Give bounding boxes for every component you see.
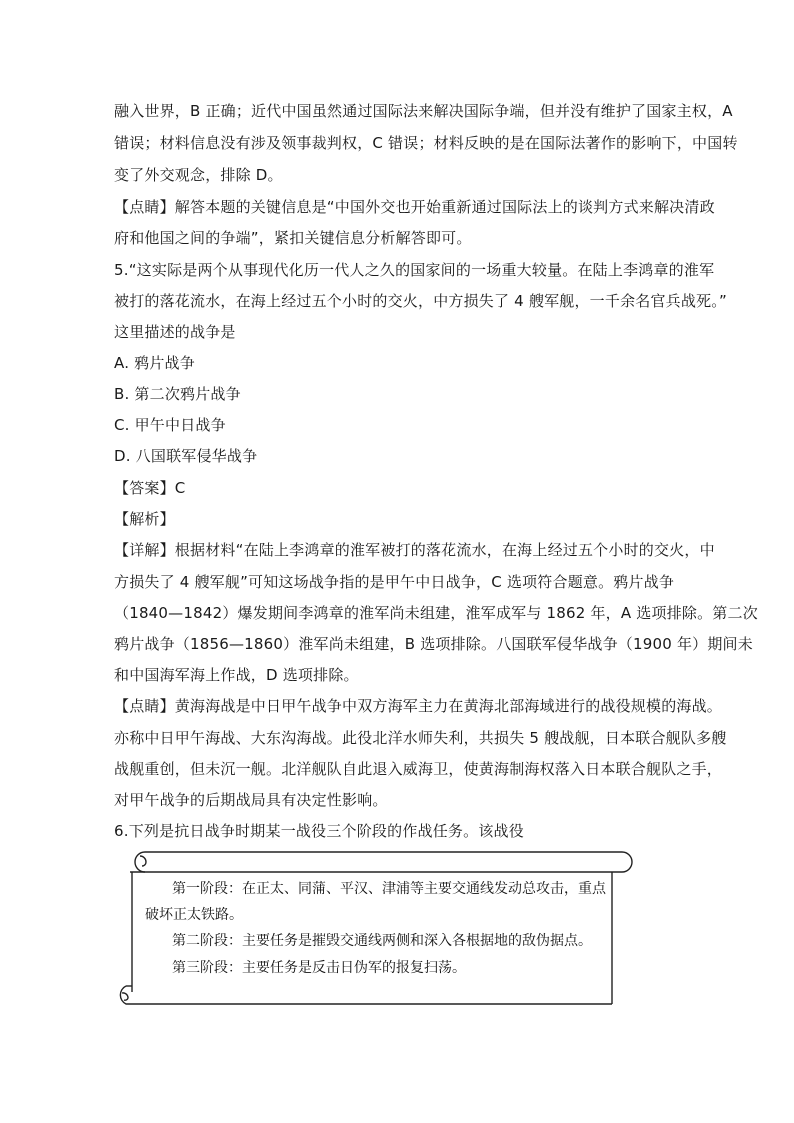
stage-1-text: 第一阶段：在正太、同蒲、平汉、津浦等主要交通线发动总攻击，重点	[172, 881, 606, 897]
text-line: 鸦片战争（1856—1860）淮军尚未组建，B 选项排除。八国联军侵华战争（1900 年）期间未	[114, 635, 753, 653]
text-line: 这里描述的战争是	[114, 323, 236, 341]
stage-2-text: 第二阶段：主要任务是摧毁交通线两侧和深入各根据地的敌伪据点。	[172, 933, 592, 949]
text-line: 和中国海军海上作战，D 选项排除。	[114, 666, 359, 684]
option-d: D. 八国联军侵华战争	[114, 447, 258, 465]
answer-line: 【答案】C	[114, 479, 186, 497]
text-line: 变了外交观念，排除 D。	[114, 166, 283, 184]
text-line: （1840—1842）爆发期间李鸿章的淮军尚未组建，淮军成军与 1862 年，A 选项排除。第二次	[114, 604, 758, 622]
option-c: C. 甲午中日战争	[114, 416, 226, 434]
stage-3-text: 第三阶段：主要任务是反击日伪军的报复扫荡。	[172, 960, 466, 976]
text-line: 府和他国之间的争端”，紧扣关键信息分析解答即可。	[114, 229, 472, 247]
analysis-heading: 【解析】	[114, 510, 175, 528]
text-line: 错误；材料信息没有涉及领事裁判权，C 错误；材料反映的是在国际法著作的影响下，中国转	[114, 134, 738, 152]
detail-line: 【详解】根据材料“在陆上李鸿章的淮军被打的落花流水，在海上经过五个小时的交火，中	[114, 541, 715, 559]
text-line: 方损失了 4 艘军舰”可知这场战争指的是甲午中日战争，C 选项符合题意。鸦片战争	[114, 573, 675, 591]
question-5-stem: 5.“这实际是两个从事现代化历一代人之久的国家间的一场重大较量。在陆上李鸿章的淮军	[114, 261, 715, 279]
text-line: 亦称中日甲午海战、大东沟海战。此役北洋水师失利，共损失 5 艘战舰，日本联合舰队多艘	[114, 729, 727, 747]
question-6-stem: 6.下列是抗日战争时期某一战役三个阶段的作战任务。该战役	[114, 822, 524, 840]
text-line: 融入世界，B 正确；近代中国虽然通过国际法来解决国际争端，但并没有维护了国家主权，A	[114, 102, 733, 120]
text-line: 被打的落花流水，在海上经过五个小时的交火，中方损失了 4 艘军舰，一千余名官兵战死。”	[114, 292, 727, 310]
option-a: A. 鸦片战争	[114, 354, 195, 372]
dianjing-line: 【点睛】黄海海战是中日甲午战争中双方海军主力在黄海北部海域进行的战役规模的海战。	[114, 697, 723, 715]
stage-1-text-continued: 破坏正太铁路。	[145, 907, 243, 923]
option-b: B. 第二次鸦片战争	[114, 385, 241, 403]
text-line: 对甲午战争的后期战局具有决定性影响。	[114, 791, 388, 809]
dianjing-line: 【点睛】解答本题的关键信息是“中国外交也开始重新通过国际法上的谈判方式来解决清政	[114, 198, 715, 216]
text-line: 战舰重创，但未沉一舰。北洋舰队自此退入威海卫，使黄海制海权落入日本联合舰队之手，	[114, 760, 723, 778]
